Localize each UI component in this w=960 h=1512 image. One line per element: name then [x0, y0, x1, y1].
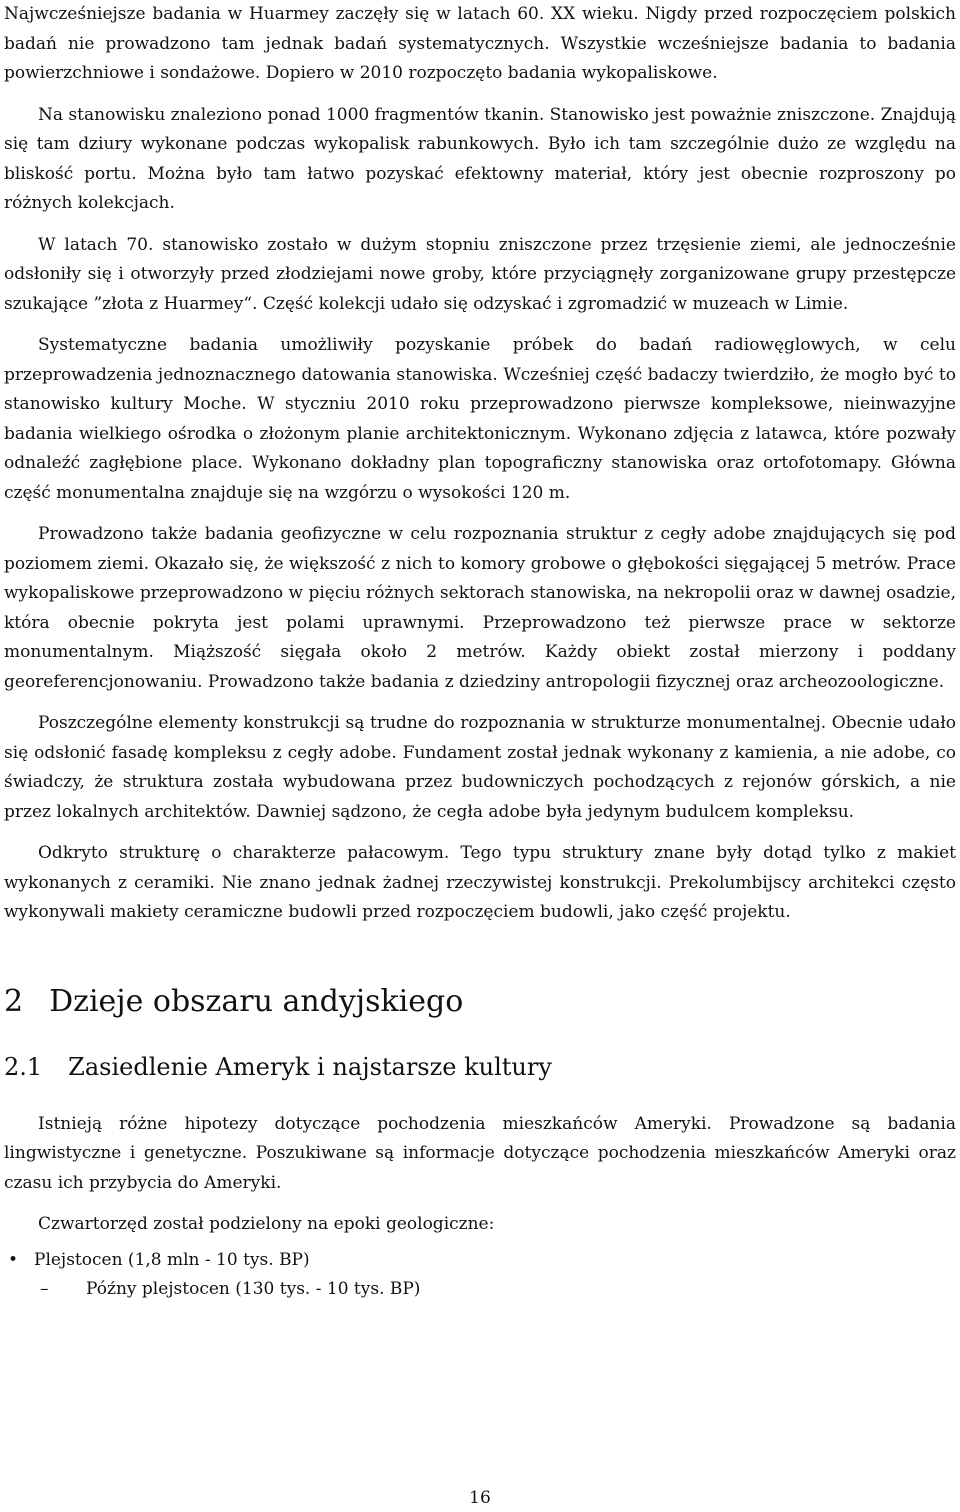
page-number: 16: [469, 1488, 491, 1508]
subsection-number: 2.1: [4, 1052, 43, 1081]
sub-list-item: [40, 1275, 956, 1305]
list-item: [8, 1246, 956, 1305]
paragraph-early-research: Najwcześniejsze badania w Huarmey zaczęły się w latach 60. XX wieku. Nigdy przed rozpoczęciem polskich badań nie prowadzono tam jednak badań systematycznych. Wszystkie wcześniejsze badania to badania powierzchniowe i sondażowe. Dopiero w 2010 rozpoczęto badania wykopaliskowe.: [4, 4, 956, 83]
paragraph-quaternary: Czwartorzęd został podzielony na epoki geologiczne:: [38, 1214, 495, 1234]
list-item-label: Plejstocen (1,8 mln - 10 tys. BP): [34, 1249, 310, 1270]
document-page: [4, 0, 956, 1305]
paragraph-construction-elements: Poszczególne elementy konstrukcji są trudne do rozpoznania w strukturze monumentalnej. Obecnie udało się odsłonić fasadę kompleksu z cegły adobe. Fundament został jednak wykonany z kamienia, a nie adobe, co świadczy, że struktura została wybudowana przez budowniczych pochodzących z rejonów górskich, a nie przez lokalnych architektów. Dawniej sądzono, że cegła adobe była jedynym budulcem kompleksu.: [4, 713, 956, 822]
paragraph-earthquake: W latach 70. stanowisko zostało w dużym stopniu zniszczone przez trzęsienie ziemi, ale jednocześnie odsłoniły się i otworzyły przed złodziejami nowe groby, które przyciągnęły zorganizowane grupy przestępcze szukające ”złota z Huarmey“. Część kolekcji udało się odzyskać i zgromadzić w muzeach w Limie.: [4, 234, 956, 314]
sub-list-item-label: Późny plejstocen (130 tys. - 10 tys. BP): [86, 1279, 421, 1299]
section-title: Dzieje obszaru andyjskiego: [49, 983, 464, 1019]
subsection-title: Zasiedlenie Ameryk i najstarsze kultury: [68, 1052, 552, 1081]
paragraph-textile-fragments: Na stanowisku znaleziono ponad 1000 fragmentów tkanin. Stanowisko jest poważnie zniszczone. Znajdują się tam dziury wykonane podczas wykopalisk rabunkowych. Było ich tam szczególnie dużo ze względu na bliskość portu. Można było tam łatwo pozyskać efektowny materiał, który jest obecnie rozproszony po różnych kolekcjach.: [4, 104, 956, 213]
paragraph-palace-structure: Odkryto strukturę o charakterze pałacowym. Tego typu struktury znane były dotąd tylko z makiet wykonanych z ceramiki. Nie znano jednak żadnej rzeczywistej konstrukcji. Prekolumbijscy architekci często wykonywali makiety ceramiczne budowli przed rozpoczęciem budowli, jako część projektu.: [4, 843, 956, 922]
section-heading: [4, 982, 956, 1022]
paragraph-geophysics: Prowadzono także badania geofizyczne w celu rozpoznania struktur z cegły adobe znajdujących się pod poziomem ziemi. Okazało się, że większość z nich to komory grobowe o głębokości sięgającej 5 metrów. Prace wykopaliskowe przeprowadzono w pięciu różnych sektorach stanowiska, na nekropolii oraz w dawnej osadzie, która obecnie pokryta jest polami uprawnymi. Przeprowadzono też pierwsze prace w sektorze monumentalnym. Miąższość sięgała około 2 metrów. Każdy obiekt został mierzony i poddany georeferencjonowaniu. Prowadzono także badania z dziedziny antropologii fizycznej oraz archeozoologiczne.: [4, 524, 956, 692]
epochs-list: [4, 1246, 956, 1305]
paragraph-systematic-research: Systematyczne badania umożliwiły pozyskanie próbek do badań radiowęglowych, w celu przeprowadzenia jednoznacznego datowania stanowiska. Wcześniej część badaczy twierdziło, że mogło być to stanowisko kultury Moche. W styczniu 2010 roku przeprowadzono pierwsze kompleksowe, nieinwazyjne badania wielkiego ośrodka o złożonym planie architektonicznym. Wykonano zdjęcia z latawca, które pozwały odnaleźć zagłębione place. Wykonano dokładny plan topograficzny stanowiska oraz ortofotomapy. Główna część monumentalna znajduje się na wzgórzu o wysokości 120 m.: [4, 335, 956, 503]
dash-icon: –: [40, 1279, 49, 1299]
subsection-heading: [4, 1050, 956, 1084]
bullet-icon: •: [8, 1249, 19, 1270]
sub-list: [34, 1275, 956, 1305]
paragraph-hypotheses: Istnieją różne hipotezy dotyczące pochodzenia mieszkańców Ameryki. Prowadzone są badania lingwistyczne i genetyczne. Poszukiwane są informacje dotyczące pochodzenia mieszkańców Ameryki oraz czasu ich przybycia do Ameryki.: [4, 1113, 956, 1193]
section-number: 2: [4, 983, 24, 1019]
